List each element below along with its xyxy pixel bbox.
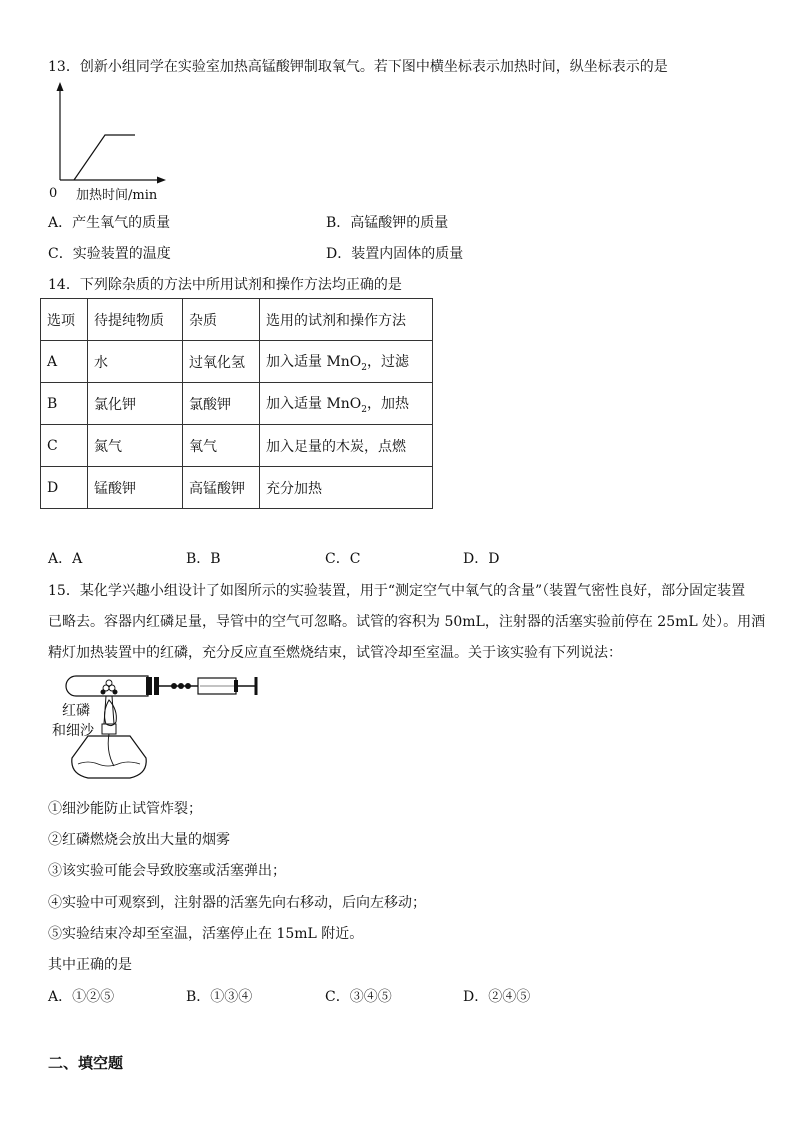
q14-table	[40, 298, 433, 509]
table-cell-method: 加入足量的木炭，点燃	[260, 425, 433, 467]
statement-item: ③该实验可能会导致胶塞或活塞弹出；	[48, 863, 286, 879]
q15-option-b: B．①③④	[186, 989, 253, 1005]
q13-graph	[40, 80, 170, 200]
method-text: 加入适量 MnO	[266, 353, 362, 370]
table-header-row	[41, 299, 433, 341]
method-subscript: 2	[361, 362, 368, 373]
q14-option-b: B．B	[186, 551, 221, 567]
q13-option-b: B．高锰酸钾的质量	[326, 215, 449, 231]
q14-option-a: A．A	[48, 551, 83, 567]
method-text: ，加热	[367, 395, 410, 412]
q15-stem-line3: 精灯加热装置中的红磷，充分反应直至燃烧结束，试管冷却至室温。关于该实验有下列说法：	[48, 645, 622, 661]
table-header-cell: 待提纯物质	[88, 299, 183, 341]
table-cell-substance: 氯化钾	[88, 383, 183, 425]
q14-option-c: C．C	[325, 551, 361, 567]
table-header-cell: 选用的试剂和操作方法	[260, 299, 433, 341]
q15-conclusion: 其中正确的是	[48, 957, 132, 973]
statement-item: ④实验中可观察到，注射器的活塞先向右移动，后向左移动；	[48, 895, 426, 911]
table-cell-option: C	[41, 425, 88, 467]
table-cell-impurity: 氧气	[183, 425, 260, 467]
table-cell-substance: 锰酸钾	[88, 467, 183, 509]
table-cell-method: 充分加热	[260, 467, 433, 509]
table-row	[41, 425, 433, 467]
table-header-cell: 选项	[41, 299, 88, 341]
q13-option-a: A．产生氧气的质量	[48, 215, 171, 231]
table-cell-impurity: 高锰酸钾	[183, 467, 260, 509]
graph-x-arrow	[157, 177, 166, 184]
table-cell-method	[260, 341, 433, 383]
q15-option-a: A．①②⑤	[48, 989, 115, 1005]
alcohol-lamp	[72, 736, 146, 778]
table-row	[41, 467, 433, 509]
table-cell-substance: 水	[88, 341, 183, 383]
table-cell-method	[260, 383, 433, 425]
graph-origin-label: 0	[49, 186, 58, 201]
test-tube	[66, 676, 148, 696]
statement-item: ①细沙能防止试管炸裂；	[48, 801, 202, 817]
statement-item: ⑤实验结束冷却至室温，活塞停止在 15mL 附近。	[48, 926, 364, 942]
method-subscript: 2	[361, 404, 368, 415]
table-cell-impurity: 氯酸钾	[183, 383, 260, 425]
table-row	[41, 341, 433, 383]
statement-item: ②红磷燃烧会放出大量的烟雾	[48, 832, 230, 848]
table-cell-option: D	[41, 467, 88, 509]
rubber-stopper	[146, 677, 152, 695]
q14-option-d: D．D	[463, 551, 500, 567]
q13-option-c: C．实验装置的温度	[48, 246, 171, 262]
q15-stem-line1: 15．某化学兴趣小组设计了如图所示的实验装置，用于“测定空气中氧气的含量”（装置气密性良好，部分固定装置	[48, 583, 746, 599]
table-cell-option: A	[41, 341, 88, 383]
section-title: 二、填空题	[48, 1054, 124, 1072]
graph-curve	[74, 135, 135, 180]
table-cell-impurity: 过氧化氢	[183, 341, 260, 383]
table-header-cell: 杂质	[183, 299, 260, 341]
lamp-wick	[108, 734, 114, 766]
figure-label-fine-sand: 和细沙	[52, 723, 94, 739]
q15-option-c: C．③④⑤	[325, 989, 392, 1005]
figure-label-red-phosphorus: 红磷	[62, 703, 90, 719]
table-row	[41, 383, 433, 425]
graph-y-arrow	[57, 82, 64, 91]
q15-stem-line2: 已略去。容器内红磷足量，导管中的空气可忽略。试管的容积为 50mL，注射器的活塞实验前停在 25mL 处）。用酒	[48, 614, 766, 630]
table-cell-option: B	[41, 383, 88, 425]
q15-option-d: D．②④⑤	[463, 989, 531, 1005]
q13-stem: 13．创新小组同学在实验室加热高锰酸钾制取氧气。若下图中横坐标表示加热时间，纵坐标表示的是	[48, 59, 668, 75]
method-text: 加入适量 MnO	[266, 395, 362, 412]
graph-x-label: 加热时间/min	[76, 188, 158, 203]
table-cell-substance: 氮气	[88, 425, 183, 467]
q14-stem: 14．下列除杂质的方法中所用试剂和操作方法均正确的是	[48, 277, 402, 293]
flame	[105, 700, 117, 726]
method-text: ，过滤	[367, 353, 410, 370]
q13-option-d: D．装置内固体的质量	[326, 246, 464, 262]
